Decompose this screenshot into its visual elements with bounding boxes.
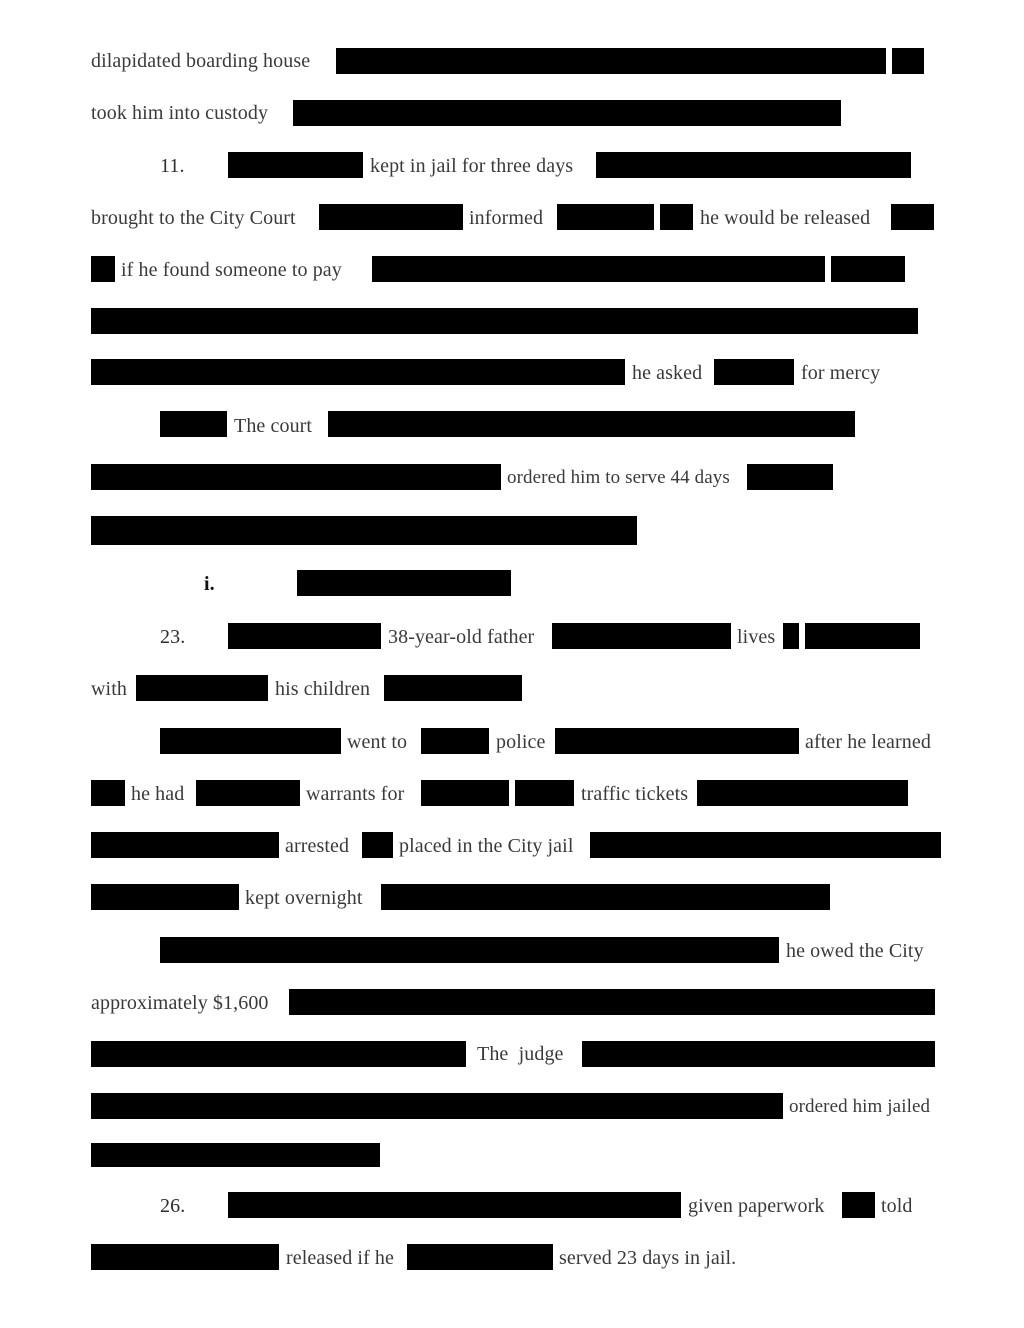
text-fragment: dilapidated boarding house [91,50,311,72]
paragraph-number: 23. [160,626,186,648]
text-fragment: ordered him to serve 44 days [507,467,730,488]
redaction-bar [160,411,227,437]
redaction-bar [91,1093,783,1119]
text-fragment: 38-year-old father [388,626,535,648]
redaction-bar [805,623,920,649]
redaction-bar [319,204,463,230]
text-fragment: he asked [632,362,703,384]
redaction-bar [515,780,574,806]
redaction-bar [660,204,693,230]
text-fragment: released if he [286,1247,395,1269]
text-fragment: went to [347,731,408,753]
redaction-bar [293,100,841,126]
redaction-bar [714,359,794,385]
redaction-bar [407,1244,553,1270]
redaction-bar [91,1143,380,1167]
redaction-bar [328,411,855,437]
redaction-bar [91,464,501,490]
redaction-bar [196,780,300,806]
text-fragment: told [881,1195,913,1217]
text-fragment: lives [737,626,776,648]
redaction-bar [160,937,779,963]
text-fragment: ordered him jailed [789,1096,931,1117]
redaction-bar [557,204,654,230]
redaction-bar [91,308,918,334]
redaction-bar [297,570,511,596]
redaction-bar [783,623,799,649]
text-fragment: he owed the City [786,940,924,962]
redaction-bar [91,1041,466,1067]
text-fragment: he had [131,783,185,805]
text-fragment: took him into custody [91,102,269,124]
section-heading-marker: i. [204,573,215,595]
redaction-bar [892,48,924,74]
redaction-bar [555,728,799,754]
redaction-bar [697,780,908,806]
text-fragment: he would be released [700,207,871,229]
text-fragment: brought to the City Court [91,207,296,229]
paragraph-number: 26. [160,1195,186,1217]
redaction-bar [91,1244,279,1270]
text-fragment: after he learned [805,731,931,753]
text-fragment: placed in the City jail [399,835,574,857]
text-fragment: his children [275,678,371,700]
redaction-bar [421,780,509,806]
redaction-bar [372,256,825,282]
redaction-bar [891,204,934,230]
text-fragment: for mercy [801,362,881,384]
redaction-bar [91,884,239,910]
redaction-bar [831,256,905,282]
text-fragment: if he found someone to pay [121,259,342,281]
text-fragment: The judge [477,1043,564,1065]
redaction-bar [381,884,830,910]
redaction-bar [384,675,522,701]
redaction-bar [552,623,731,649]
redaction-bar [747,464,833,490]
text-fragment: with [91,678,127,700]
redaction-bar [289,989,935,1015]
redaction-bar [228,623,381,649]
redaction-bar [91,780,125,806]
redaction-bar [91,832,279,858]
redaction-bar [160,728,341,754]
redaction-bar [362,832,393,858]
redaction-bar [596,152,911,178]
text-fragment: police [496,731,546,753]
redaction-bar [336,48,886,74]
text-fragment: served 23 days in jail. [559,1247,737,1269]
paragraph-number: 11. [160,155,185,177]
redaction-bar [421,728,489,754]
text-fragment: informed [469,207,544,229]
redaction-bar [91,516,637,545]
redaction-bar [136,675,268,701]
redaction-bar [228,1192,681,1218]
text-fragment: warrants for [306,783,405,805]
text-fragment: kept in jail for three days [370,155,574,177]
redaction-bar [582,1041,935,1067]
redaction-bar [228,152,363,178]
redaction-bar [842,1192,875,1218]
redaction-bar [91,256,115,282]
redaction-bar [590,832,941,858]
redaction-bar [91,359,625,385]
text-fragment: approximately $1,600 [91,992,269,1014]
text-fragment: arrested [285,835,350,857]
text-fragment: traffic tickets [581,783,689,805]
text-fragment: kept overnight [245,887,363,909]
text-fragment: given paperwork [688,1195,825,1217]
text-fragment: The court [234,415,313,437]
